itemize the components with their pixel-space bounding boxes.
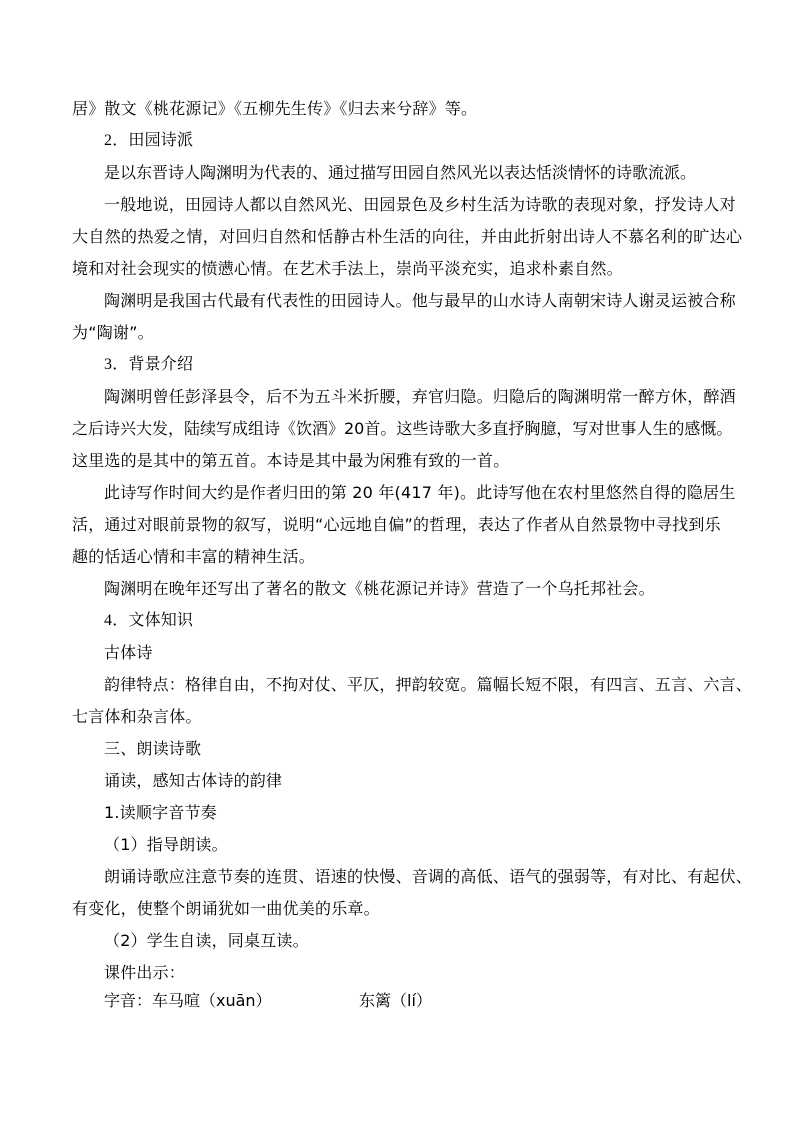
pronunciation-row: [104, 991, 524, 1011]
paragraph-line: 一般地说，田园诗人都以自然风光、田园景色及乡村生活为诗歌的表现对象，抒发诗人对: [104, 195, 736, 214]
paragraph-line: 这里选的是其中的第五首。本诗是其中最为闲雅有致的一首。: [72, 451, 510, 470]
pronunciation-item: 东篱（lí）: [359, 991, 432, 1010]
paragraph-line: 有变化，使整个朗诵犹如一曲优美的乐章。: [72, 899, 380, 918]
section-heading: 2．田园诗派: [104, 132, 194, 149]
paragraph-line: 为“陶谢”。: [72, 323, 154, 342]
subheading: 课件出示：: [104, 963, 186, 982]
paragraph-line: 之后诗兴大发，陆续写成组诗《饮酒》20首。这些诗歌大多直抒胸臆，写对世事人生的感慨。: [72, 419, 733, 438]
section-heading: 3．背景介绍: [104, 356, 194, 373]
section-heading: 4．文体知识: [104, 612, 194, 629]
paragraph-line: 境和对社会现实的愤懑心情。在艺术手法上，崇尚平淡充实，追求朴素自然。: [72, 259, 623, 278]
paragraph-line: 活，通过对眼前景物的叙写，说明“心远地自偏”的哲理，表达了作者从自然景物中寻找到乐: [72, 515, 721, 534]
paragraph-line: 大自然的热爱之情，对回归自然和恬静古朴生活的向往，并由此折射出诗人不慕名利的旷达心: [72, 227, 743, 246]
paragraph-line: 趣的恬适心情和丰富的精神生活。: [72, 547, 316, 566]
paragraph-line: 是以东晋诗人陶渊明为代表的、通过描写田园自然风光以表达恬淡情怀的诗歌流派。: [104, 163, 697, 182]
subheading: 1.读顺字音节奏: [104, 803, 217, 822]
list-item: （1）指导朗读。: [104, 835, 228, 854]
subheading: 诵读，感知古体诗的韵律: [104, 771, 283, 790]
paragraph-line: 此诗写作时间大约是作者归田的第 20 年(417 年)。此诗写他在农村里悠然自得的隐居生: [104, 483, 736, 502]
text-line: 居》散文《桃花源记》《五柳先生传》《归去来兮辞》等。: [72, 99, 478, 118]
paragraph-line: 朗诵诗歌应注意节奏的连贯、语速的快慢、音调的高低、语气的强弱等，有对比、有起伏、: [104, 867, 753, 886]
list-item: （2）学生自读，同桌互读。: [104, 931, 309, 950]
section-heading: 三、朗读诗歌: [104, 739, 202, 758]
paragraph-line: 陶渊明曾任彭泽县令，后不为五斗米折腰，弃官归隐。归隐后的陶渊明常一醉方休，醉酒: [104, 387, 736, 406]
pronunciation-item: 字音：车马喧（xuān）: [104, 991, 272, 1010]
paragraph-line: 陶渊明在晚年还写出了著名的散文《桃花源记并诗》营造了一个乌托邦社会。: [104, 579, 655, 598]
subheading: 古体诗: [104, 643, 153, 662]
paragraph-line: 七言体和杂言体。: [72, 707, 202, 726]
paragraph-line: 陶渊明是我国古代最有代表性的田园诗人。他与最早的山水诗人南朝宋诗人谢灵运被合称: [104, 291, 736, 310]
paragraph-line: 韵律特点：格律自由，不拘对仗、平仄，押韵较宽。篇幅长短不限，有四言、五言、六言、: [104, 675, 753, 694]
